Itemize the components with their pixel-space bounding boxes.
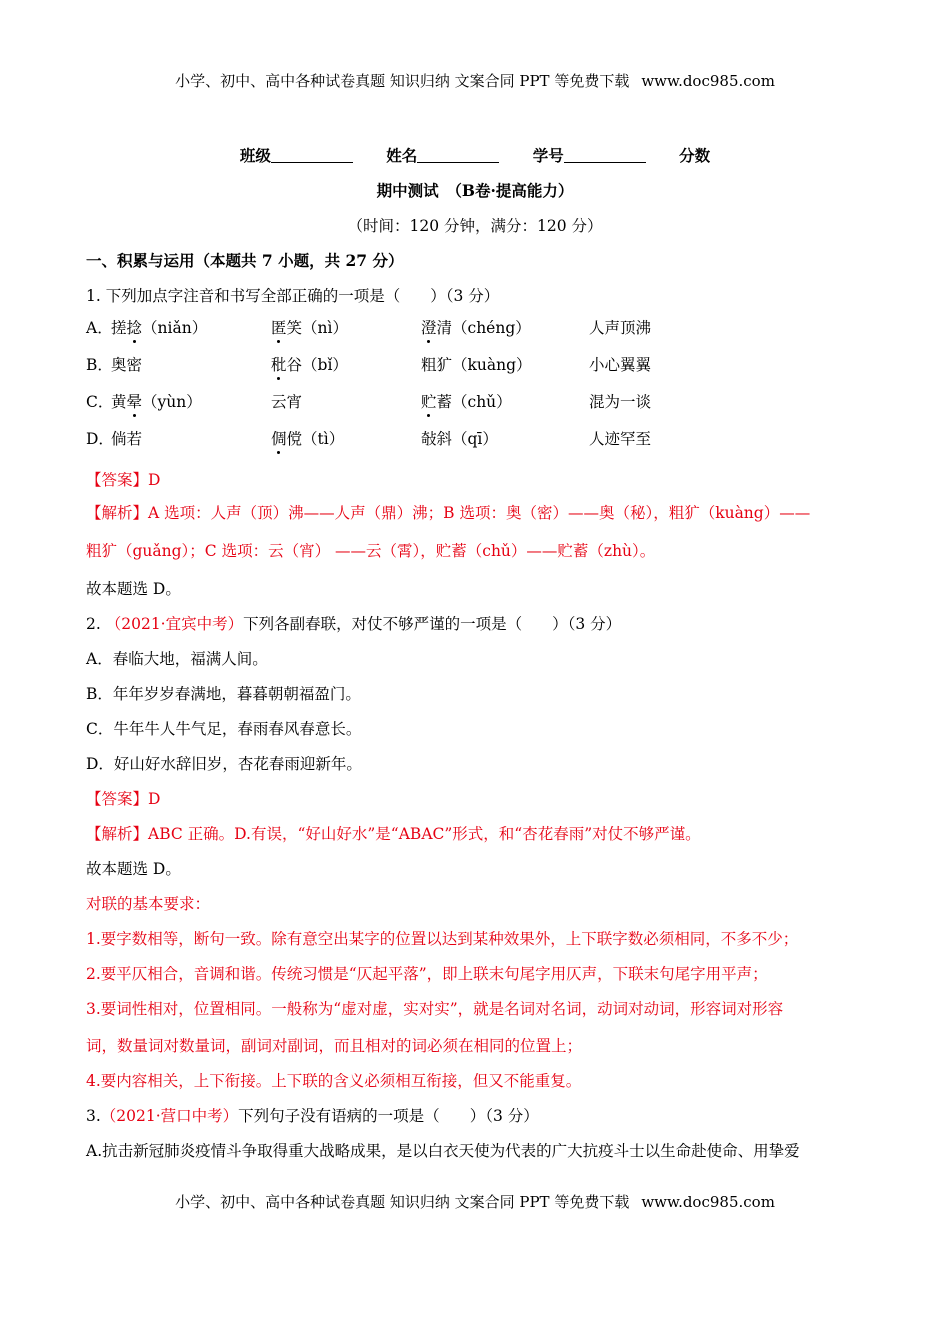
footer-text: 小学、初中、高中各种试卷真题 知识归纳 文案合同 PPT 等免费下载 (175, 1193, 630, 1211)
question-1-stem: 1. 下列加点字注音和书写全部正确的一项是（ ）（3 分） (86, 287, 500, 305)
q1-option-d-3: 敧斜（qī） (421, 430, 498, 448)
q1-option-d-label: D． (86, 430, 114, 448)
q1-answer: 【答案】D (86, 471, 161, 489)
q2-conclusion: 故本题选 D。 (86, 860, 181, 878)
q2-requirement-1: 1.要字数相等，断句一致。除有意空出某字的位置以达到某种效果外，上下联字数必须相同，不多不少； (86, 930, 799, 948)
q1-option-b-1: 奥密 (111, 356, 143, 374)
q1-option-d-1: 倘若 (111, 430, 143, 448)
q1-option-b-4: 小心翼翼 (589, 356, 652, 374)
q1-option-d-2: 倜傥（tì） (271, 430, 345, 448)
page-subtitle: （时间：120 分钟，满分：120 分） (347, 217, 603, 235)
q1-option-c-4: 混为一谈 (589, 393, 652, 411)
q3-option-a: A.抗击新冠肺炎疫情斗争取得重大战略成果，是以白衣天使为代表的广大抗疫斗士以生命赴使命、用挚爱 (86, 1142, 800, 1160)
q1-option-a-label: A． (86, 319, 113, 337)
q2-requirements-title: 对联的基本要求： (86, 895, 211, 913)
q1-option-b-label: B． (86, 356, 113, 374)
page-title: 期中测试 （B卷·提高能力） (376, 181, 574, 200)
q2-answer: 【答案】D (86, 790, 161, 808)
q2-option-c: C．牛年牛人牛气足，春雨春风春意长。 (86, 720, 362, 738)
class-blank (271, 146, 353, 163)
score-field: 分数 (679, 146, 711, 165)
page-footer (0, 1191, 950, 1212)
student-info-line (0, 146, 950, 166)
q2-option-a: A．春临大地，福满人间。 (86, 650, 268, 668)
q1-option-b-2: 秕谷（bǐ） (271, 356, 348, 374)
name-field: 姓名 (386, 146, 499, 166)
q1-option-c-3: 贮蓄（chǔ） (421, 393, 512, 411)
q1-option-b-3: 粗犷（kuàng） (421, 356, 532, 374)
id-field: 学号 (533, 146, 646, 166)
q2-requirement-3: 3.要词性相对，位置相同。一般称为“虚对虚，实对实”，就是名词对名词，动词对动词，形容词对形容 (86, 1000, 784, 1018)
q1-option-c-2: 云宵 (271, 393, 303, 411)
q2-source: （2021·宜宾中考） (105, 615, 244, 633)
q3-source: （2021·营口中考） (100, 1107, 239, 1125)
footer-url: www.doc985.com (641, 1193, 775, 1211)
id-blank (564, 146, 646, 163)
question-3-stem: 3.（2021·营口中考）下列句子没有语病的一项是（ ）（3 分） (86, 1107, 539, 1125)
q1-conclusion: 故本题选 D。 (86, 580, 181, 598)
q1-analysis-line-1: 【解析】A 选项：人声（顶）沸——人声（鼎）沸；B 选项：奥（密）——奥（秘），粗犷（kuàng）—— (86, 504, 811, 522)
class-field: 班级 (240, 146, 353, 166)
q1-option-c-label: C． (86, 393, 114, 411)
q1-option-d-4: 人迹罕至 (589, 430, 652, 448)
q1-analysis-line-2: 粗犷（guǎng）；C 选项：云（宵） ——云（霄），贮蓄（chǔ）——贮蓄（zhù）。 (86, 542, 656, 560)
q1-option-a-4: 人声顶沸 (589, 319, 652, 337)
q2-requirement-4: 4.要内容相关，上下衔接。上下联的含义必须相互衔接，但又不能重复。 (86, 1072, 582, 1090)
q1-option-a-1: 搓捻（niǎn） (111, 319, 208, 337)
q2-requirement-2: 2.要平仄相合，音调和谐。传统习惯是“仄起平落”，即上联末句尾字用仄声，下联末句尾字用平声； (86, 965, 768, 983)
section-heading: 一、积累与运用（本题共 7 小题，共 27 分） (86, 251, 404, 270)
header-text: 小学、初中、高中各种试卷真题 知识归纳 文案合同 PPT 等免费下载 (175, 72, 630, 90)
q1-option-a-2: 匿笑（nì） (271, 319, 348, 337)
name-blank (417, 146, 499, 163)
q2-requirement-3-cont: 词，数量词对数量词，副词对副词，而且相对的词必须在相同的位置上； (86, 1037, 583, 1055)
q1-option-c-1: 黄晕（yùn） (111, 393, 202, 411)
question-2-stem: 2. （2021·宜宾中考）下列各副春联，对仗不够严谨的一项是（ ）（3 分） (86, 615, 622, 633)
q1-option-a-3: 澄清（chéng） (421, 319, 531, 337)
page-header (0, 70, 950, 91)
q2-analysis: 【解析】ABC 正确。D.有误，“好山好水”是“ABAC”形式，和“杏花春雨”对仗不够严谨。 (86, 825, 701, 843)
q2-option-d: D．好山好水辞旧岁，杏花春雨迎新年。 (86, 755, 362, 773)
header-url: www.doc985.com (641, 72, 775, 90)
q2-option-b: B．年年岁岁春满地，暮暮朝朝福盈门。 (86, 685, 361, 703)
